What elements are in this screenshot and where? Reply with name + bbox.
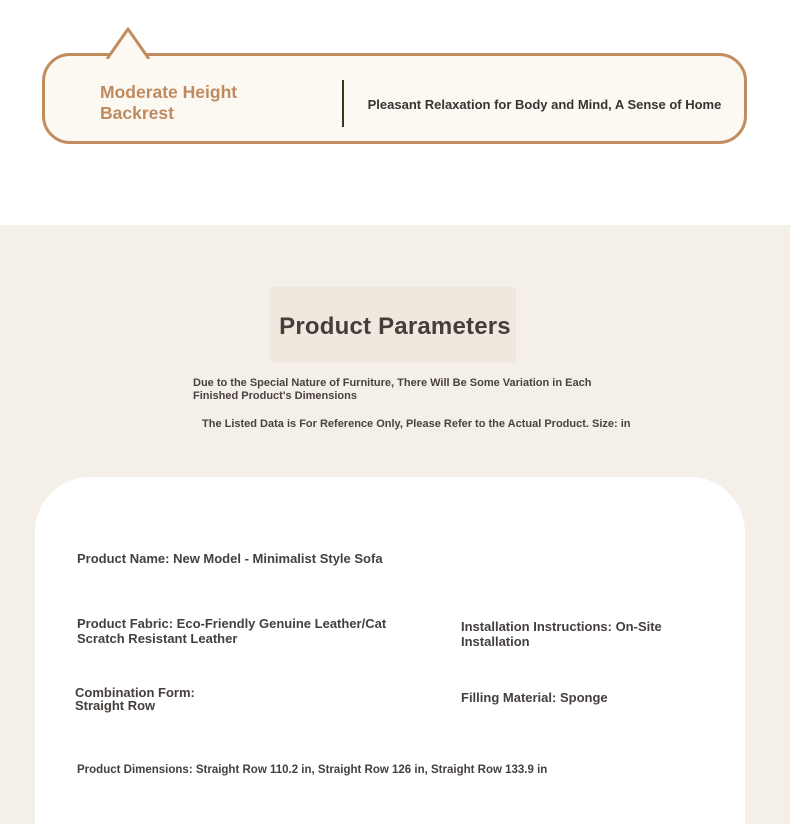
spec-combination-form: Combination Form: Straight Row xyxy=(75,685,195,713)
note-variation: Due to the Special Nature of Furniture, There Will Be Some Variation in Each Finished Product's Dimensions xyxy=(193,377,592,402)
hero-tagline: Pleasant Relaxation for Body and Mind, A Sense of Home xyxy=(367,97,722,112)
spec-dimensions: Product Dimensions: Straight Row 110.2 in, Straight Row 126 in, Straight Row 133.9 in xyxy=(77,764,548,776)
speech-bubble-tail-icon xyxy=(105,26,151,59)
parameters-section xyxy=(0,225,790,824)
spec-installation: Installation Instructions: On-Site Installation xyxy=(461,619,662,649)
hero-speech-bubble xyxy=(42,53,747,144)
note-reference: The Listed Data is For Reference Only, Please Refer to the Actual Product. Size: in xyxy=(202,418,631,430)
hero-headline: Moderate Height Backrest xyxy=(100,82,238,123)
spec-product-name: Product Name: New Model - Minimalist Style Sofa xyxy=(77,551,383,566)
spec-fabric: Product Fabric: Eco-Friendly Genuine Leather/Cat Scratch Resistant Leather xyxy=(77,616,387,646)
spec-filling-material: Filling Material: Sponge xyxy=(461,690,608,705)
hero-divider xyxy=(342,80,344,127)
spec-card xyxy=(35,477,745,824)
section-title: Product Parameters xyxy=(279,313,511,340)
